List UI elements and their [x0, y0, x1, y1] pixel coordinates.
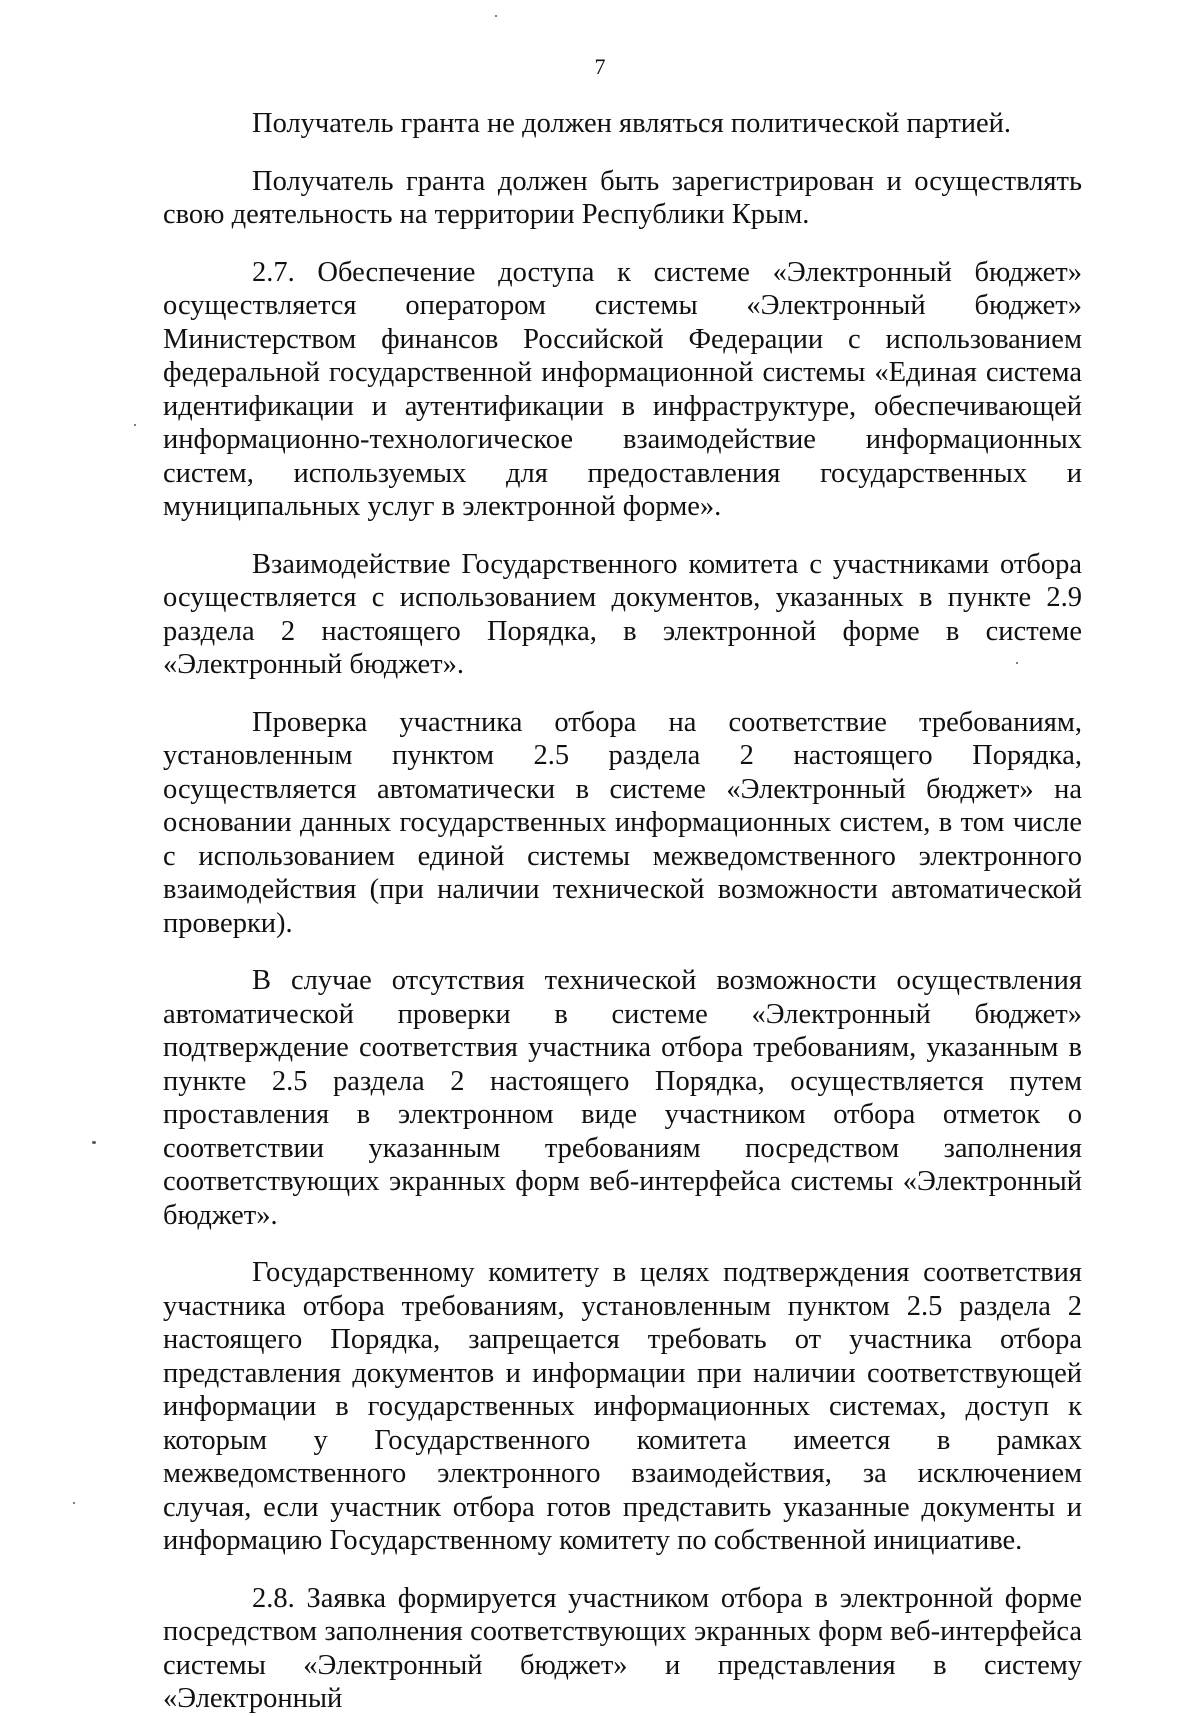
scan-speck [1016, 662, 1018, 664]
scan-speck [134, 424, 136, 426]
paragraph-no-technical-possibility: В случае отсутствия технической возможности осуществления автоматической проверки в системе «Электронный бюджет» подтверждение соответствия участника отбора требованиям, указанным в пункте 2.5 раздела 2 настоящего Порядка, осуществляется путем проставления в электронном виде участником отбора отметок о соответствии указанным требованиям посредством заполнения соответствующих экранных форм веб-интерфейса системы «Электронный бюджет». [163, 965, 1082, 1231]
paragraph-interaction: Взаимодействие Государственного комитета с участниками отбора осуществляется с использованием документов, указанных в пункте 2.9 раздела 2 настоящего Порядка, в электронной форме в системе «Электронный бюджет». [163, 548, 1082, 680]
paragraph-2-7-access: 2.7. Обеспечение доступа к системе «Электронный бюджет» осуществляется оператором системы «Электронный бюджет» Министерством финансов Российской Федерации с использованием федеральной государственной информационной системы «Единая система идентификации и аутентификации в инфраструктуре, обеспечивающей информационно-технологическое взаимодействие информационных систем, используемых для предоставления государственных и муниципальных услуг в электронной форме». [163, 256, 1082, 522]
paragraph-party: Получатель гранта не должен являться политической партией. [252, 108, 1012, 139]
paragraph-registration: Получатель гранта должен быть зарегистрирован и осуществлять свою деятельность на территории Республики Крым. [163, 165, 1082, 230]
paragraph-2-8-application: 2.8. Заявка формируется участником отбора в электронной форме посредством заполнения соответствующих экранных форм веб-интерфейса системы «Электронный бюджет» и представления в систему «Электронный [163, 1582, 1082, 1714]
document-body [163, 107, 1082, 1716]
scan-speck [495, 15, 497, 17]
scan-speck [92, 1141, 96, 1144]
page-number: 7 [594, 54, 606, 79]
scan-speck [73, 1502, 75, 1504]
paragraph-verification: Проверка участника отбора на соответствие требованиям, установленным пунктом 2.5 раздела 2 настоящего Порядка, осуществляется автоматически в системе «Электронный бюджет» на основании данных государственных информационных систем, в том числе с использованием единой системы межведомственного электронного взаимодействия (при наличии технической возможности автоматической проверки). [163, 706, 1082, 939]
paragraph-prohibition: Государственному комитету в целях подтверждения соответствия участника отбора требованиям, установленным пунктом 2.5 раздела 2 настоящего Порядка, запрещается требовать от участника отбора представления документов и информации при наличии соответствующей информации в государственных информационных системах, доступ к которым у Государственного комитета имеется в рамках межведомственного электронного взаимодействия, за исключением случая, если участник отбора готов представить указанные документы и информацию Государственному комитету по собственной инициативе. [163, 1257, 1082, 1556]
